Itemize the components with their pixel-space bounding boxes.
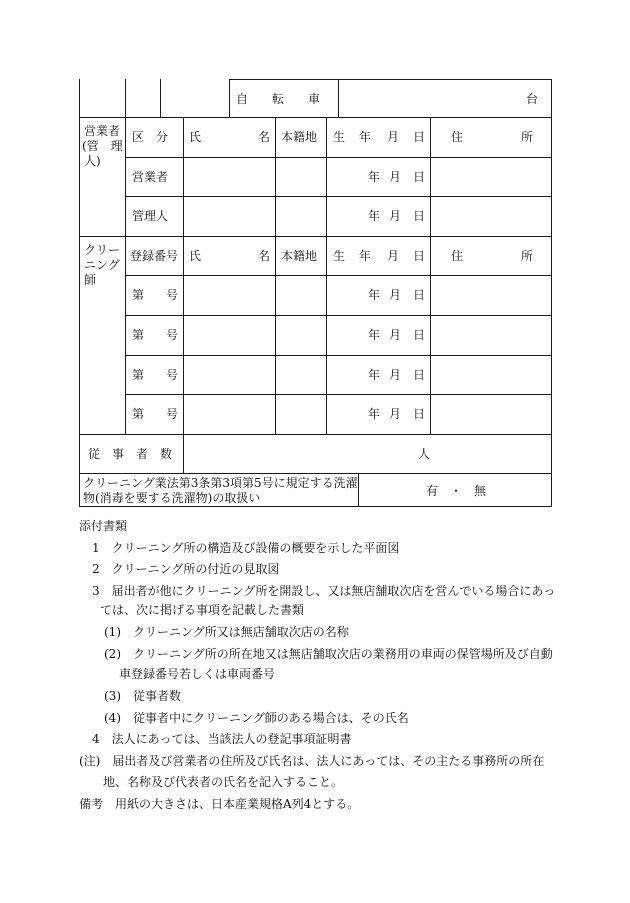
column-header-registration: 登録番号 (130, 249, 179, 263)
registration-suffix: 号 (166, 288, 179, 302)
attachment-item: 3 届出者が他にクリーニング所を開設し、又は無店舗取次店を営んでいる場合にあっ (92, 584, 556, 598)
employees-label: 従 事 者 数 (88, 447, 173, 461)
table-border (229, 79, 230, 117)
date-month: 月 (389, 288, 402, 302)
table-border (125, 196, 552, 197)
column-header-name: 名 (258, 130, 271, 144)
date-year: 年 (368, 288, 381, 302)
column-header-birth: 日 (413, 249, 426, 263)
table-border (125, 275, 552, 276)
column-header-kubun: 区 分 (132, 130, 169, 144)
laundry-options: 有 ・ 無 (426, 484, 487, 498)
cleaner-heading: 師 (84, 273, 97, 287)
date-day: 日 (413, 170, 426, 184)
bicycle-label: 自 転 車 (236, 92, 321, 106)
date-day: 日 (413, 328, 426, 342)
row-label-operator: 営業者 (132, 170, 169, 184)
table-border (79, 434, 552, 435)
registration-prefix: 第 (132, 368, 145, 382)
cleaner-heading: ニング (84, 258, 120, 272)
note-text: 地、名称及び代表者の氏名を記入すること。 (103, 775, 344, 789)
column-header-birth: 年 (359, 130, 372, 144)
cleaner-heading: クリー (84, 243, 121, 257)
table-border (275, 117, 276, 434)
registration-prefix: 第 (132, 328, 145, 342)
registration-suffix: 号 (166, 328, 179, 342)
attachment-item: (4) 従事者中にクリーニング師のある場合は、その氏名 (104, 711, 409, 725)
column-header-birth: 年 (359, 249, 372, 263)
date-month: 月 (389, 328, 402, 342)
date-year: 年 (368, 209, 381, 223)
table-border (160, 79, 161, 117)
table-border (79, 79, 80, 506)
column-header-birth: 月 (387, 249, 400, 263)
column-header-name: 名 (258, 249, 271, 263)
table-border (125, 117, 126, 434)
column-header-birth: 月 (387, 130, 400, 144)
remark-text: 備考 用紙の大きさは、日本産業規格A列4とする。 (79, 797, 360, 811)
registration-prefix: 第 (132, 288, 145, 302)
date-year: 年 (368, 328, 381, 342)
column-header-birth: 生 (333, 130, 346, 144)
row-label-manager: 管理人 (132, 209, 169, 223)
attachment-item: 車登録番号若しくは車両番号 (119, 667, 276, 681)
date-year: 年 (368, 407, 381, 421)
column-header-address: 住 (451, 130, 464, 144)
table-border (430, 117, 431, 434)
note-text: (注) 届出者及び営業者の住所及び氏名は、法人にあっては、その主たる事務所の所在 (79, 754, 545, 768)
attachment-item: (1) クリーニング所又は無店舗取次店の名称 (104, 625, 349, 639)
attachment-item: ては、次に掲げる事項を記載した書類 (100, 603, 305, 617)
date-day: 日 (413, 288, 426, 302)
date-month: 月 (389, 368, 402, 382)
date-year: 年 (368, 170, 381, 184)
table-border (79, 117, 552, 118)
registration-suffix: 号 (166, 407, 179, 421)
table-border (125, 394, 552, 395)
date-day: 日 (413, 407, 426, 421)
table-border (79, 506, 552, 507)
table-border (183, 117, 184, 473)
column-header-address: 所 (521, 249, 534, 263)
column-header-address: 所 (521, 130, 534, 144)
table-border (125, 355, 552, 356)
attachments-title: 添付書類 (79, 519, 128, 533)
attachment-item: 2 クリーニング所の付近の見取図 (92, 562, 280, 576)
date-month: 月 (389, 209, 402, 223)
attachment-item: (2) クリーニング所の所在地又は無店舗取次店の業務用の車両の保管場所及び自動 (104, 647, 553, 661)
table-border (125, 79, 126, 117)
laundry-question: 物(消毒を要する洗濯物)の取扱い (83, 491, 261, 505)
table-border (338, 79, 339, 117)
table-border (79, 473, 552, 474)
table-border (326, 117, 327, 434)
registration-suffix: 号 (166, 368, 179, 382)
table-border (125, 315, 552, 316)
attachment-item: 1 クリーニング所の構造及び設備の概要を示した平面図 (92, 541, 400, 555)
attachment-item: (3) 従事者数 (104, 689, 181, 703)
table-border (229, 79, 551, 80)
date-day: 日 (413, 368, 426, 382)
operator-heading: 人) (84, 154, 101, 168)
operator-heading: 営業者 (84, 124, 121, 138)
column-header-address: 住 (451, 249, 464, 263)
date-month: 月 (389, 170, 402, 184)
date-month: 月 (389, 407, 402, 421)
laundry-question: クリーニング業法第3条第3項第5号に規定する洗濯 (83, 476, 358, 490)
registration-prefix: 第 (132, 407, 145, 421)
employees-unit: 人 (418, 447, 431, 461)
table-border (358, 473, 359, 506)
table-border (125, 157, 552, 158)
date-year: 年 (368, 368, 381, 382)
column-header-birth: 日 (413, 130, 426, 144)
column-header-birth: 生 (333, 249, 346, 263)
column-header-honseki: 本籍地 (281, 249, 318, 263)
column-header-name: 氏 (189, 130, 202, 144)
bicycle-unit: 台 (526, 92, 539, 106)
date-day: 日 (413, 209, 426, 223)
table-border (551, 79, 552, 506)
column-header-name: 氏 (189, 249, 202, 263)
table-border (79, 236, 552, 237)
attachment-item: 4 法人にあっては、当該法人の登記事項証明書 (92, 732, 352, 746)
column-header-honseki: 本籍地 (281, 130, 318, 144)
operator-heading: (管 理 (82, 139, 123, 153)
